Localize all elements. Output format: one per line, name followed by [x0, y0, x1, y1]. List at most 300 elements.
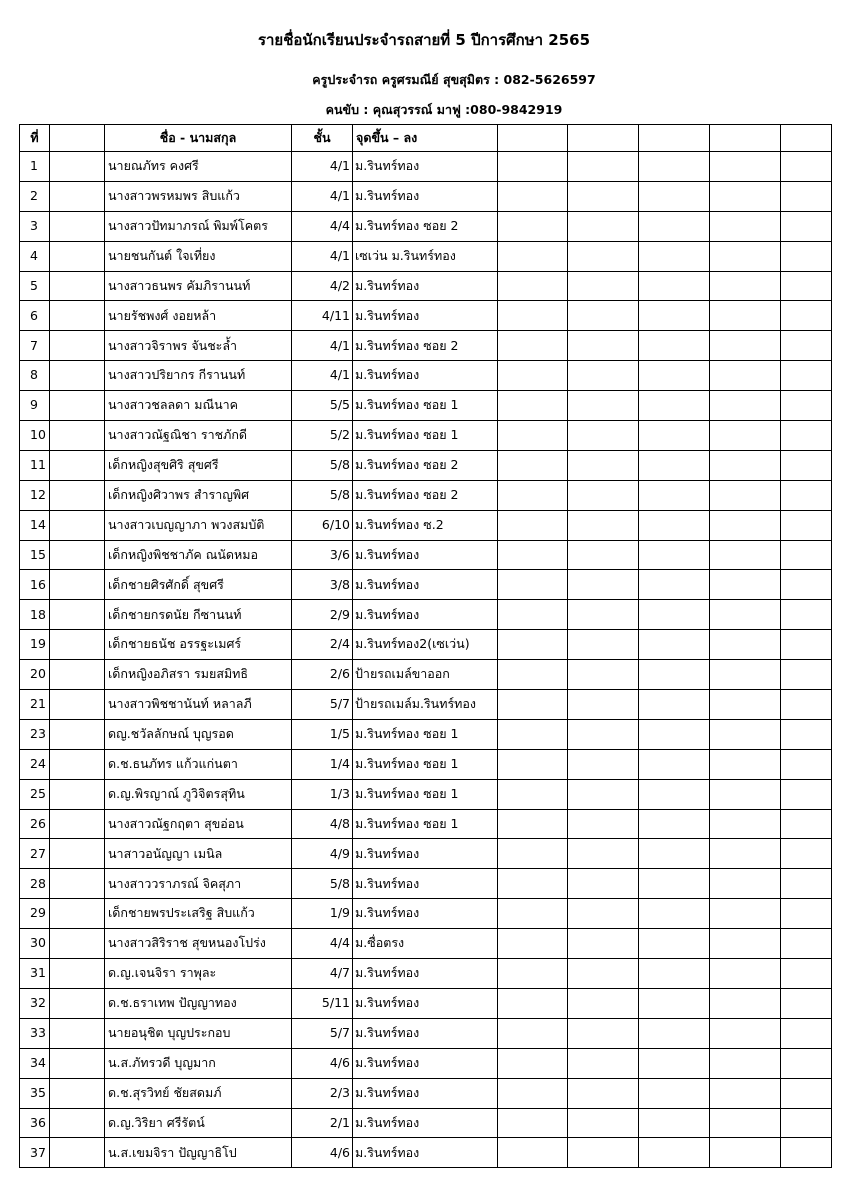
student-name: เด็กชายธนัช อรรฐะเมศร์: [105, 630, 292, 660]
blank-cell: [710, 181, 781, 211]
row-number: 27: [20, 839, 50, 869]
blank-cell: [498, 510, 568, 540]
blank-cell: [710, 690, 781, 720]
row-number: 14: [20, 510, 50, 540]
student-class: 2/9: [292, 600, 353, 630]
blank-cell: [781, 1108, 832, 1138]
blank-cell: [781, 421, 832, 451]
blank-cell: [568, 540, 639, 570]
table-row: [20, 152, 832, 182]
blank-cell: [781, 779, 832, 809]
blank-cell: [568, 271, 639, 301]
column-header-no: ที่: [20, 125, 50, 152]
table-row: [20, 480, 832, 510]
blank-cell: [568, 450, 639, 480]
blank-cell: [568, 480, 639, 510]
table-row: [20, 301, 832, 331]
student-class: 4/4: [292, 929, 353, 959]
blank-cell: [498, 719, 568, 749]
table-row: [20, 1108, 832, 1138]
student-name: นางสาวพรหมพร สิบแก้ว: [105, 181, 292, 211]
student-name: นางสาวปริยากร กีรานนท์: [105, 361, 292, 391]
blank-cell: [639, 570, 710, 600]
table-row: [20, 540, 832, 570]
student-class: 1/9: [292, 899, 353, 929]
blank-cell: [50, 211, 105, 241]
student-name: ดญ.ชวัลลักษณ์ บุญรอด: [105, 719, 292, 749]
blank-cell: [498, 152, 568, 182]
blank-cell: [50, 779, 105, 809]
blank-cell: [710, 510, 781, 540]
blank-cell: [50, 1078, 105, 1108]
blank-cell: [50, 510, 105, 540]
blank-cell: [710, 241, 781, 271]
pickup-stop: ม.รินทร์ทอง: [353, 301, 498, 331]
blank-cell: [710, 779, 781, 809]
pickup-stop: ม.รินทร์ทอง: [353, 1018, 498, 1048]
student-class: 1/4: [292, 749, 353, 779]
blank-cell: [498, 988, 568, 1018]
blank-cell: [568, 899, 639, 929]
student-class: 4/4: [292, 211, 353, 241]
blank-cell: [50, 480, 105, 510]
pickup-stop: ม.รินทร์ทอง ซอย 1: [353, 779, 498, 809]
blank-cell: [781, 809, 832, 839]
blank-cell: [498, 540, 568, 570]
pickup-stop: ม.รินทร์ทอง: [353, 1108, 498, 1138]
row-number: 26: [20, 809, 50, 839]
blank-cell: [639, 480, 710, 510]
student-class: 4/9: [292, 839, 353, 869]
blank-cell: [710, 1018, 781, 1048]
student-class: 2/4: [292, 630, 353, 660]
table-row: [20, 211, 832, 241]
blank-cell: [781, 749, 832, 779]
row-number: 9: [20, 391, 50, 421]
table-row: [20, 361, 832, 391]
blank-cell: [568, 361, 639, 391]
blank-cell: [639, 600, 710, 630]
student-name: เด็กชายพรประเสริฐ สิบแก้ว: [105, 899, 292, 929]
blank-cell: [639, 929, 710, 959]
student-class: 3/6: [292, 540, 353, 570]
row-number: 28: [20, 869, 50, 899]
pickup-stop: ม.รินทร์ทอง ซอย 1: [353, 809, 498, 839]
row-number: 6: [20, 301, 50, 331]
blank-cell: [50, 181, 105, 211]
student-class: 6/10: [292, 510, 353, 540]
blank-cell: [639, 809, 710, 839]
teacher-line: ครูประจำรถ ครูศรมณีย์ สุขสุมิตร : 082-5626597: [312, 72, 596, 87]
column-header-blank: [568, 125, 639, 152]
student-name: น.ส.ภัทรวดี บุญมาก: [105, 1048, 292, 1078]
row-number: 30: [20, 929, 50, 959]
blank-cell: [568, 749, 639, 779]
blank-cell: [639, 211, 710, 241]
blank-cell: [781, 152, 832, 182]
row-number: 5: [20, 271, 50, 301]
blank-cell: [639, 1048, 710, 1078]
blank-cell: [639, 361, 710, 391]
table-row: [20, 690, 832, 720]
blank-cell: [50, 660, 105, 690]
blank-cell: [50, 719, 105, 749]
pickup-stop: ม.รินทร์ทอง: [353, 181, 498, 211]
row-number: 12: [20, 480, 50, 510]
student-name: ด.ญ.วิริยา ศรีรัตน์: [105, 1108, 292, 1138]
blank-cell: [50, 1108, 105, 1138]
blank-cell: [498, 630, 568, 660]
blank-cell: [710, 480, 781, 510]
pickup-stop: ม.รินทร์ทอง ซอย 2: [353, 331, 498, 361]
row-number: 16: [20, 570, 50, 600]
blank-cell: [639, 301, 710, 331]
blank-cell: [781, 690, 832, 720]
student-class: 4/11: [292, 301, 353, 331]
blank-cell: [710, 1108, 781, 1138]
student-name: ด.ช.สุรวิทย์ ชัยสดมภ์: [105, 1078, 292, 1108]
table-row: [20, 959, 832, 989]
blank-cell: [498, 929, 568, 959]
pickup-stop: ม.รินทร์ทอง: [353, 1048, 498, 1078]
blank-cell: [781, 181, 832, 211]
blank-cell: [781, 719, 832, 749]
column-header-class: ชั้น: [292, 125, 353, 152]
blank-cell: [639, 421, 710, 451]
row-number: 35: [20, 1078, 50, 1108]
blank-cell: [639, 450, 710, 480]
student-class: 4/1: [292, 152, 353, 182]
blank-cell: [639, 959, 710, 989]
student-class: 1/3: [292, 779, 353, 809]
blank-cell: [568, 1138, 639, 1168]
blank-cell: [781, 540, 832, 570]
row-number: 19: [20, 630, 50, 660]
blank-cell: [781, 1138, 832, 1168]
blank-cell: [781, 510, 832, 540]
row-number: 8: [20, 361, 50, 391]
student-class: 5/7: [292, 1018, 353, 1048]
pickup-stop: ป้ายรถเมล์ม.รินทร์ทอง: [353, 690, 498, 720]
student-name: เด็กชายศิรศักดิ์ สุขศรี: [105, 570, 292, 600]
blank-cell: [50, 869, 105, 899]
student-class: 5/8: [292, 450, 353, 480]
blank-cell: [710, 540, 781, 570]
blank-cell: [498, 1078, 568, 1108]
student-name: นางสาวปัทมาภรณ์ พิมพ์โคตร: [105, 211, 292, 241]
pickup-stop: ม.รินทร์ทอง: [353, 540, 498, 570]
student-class: 4/1: [292, 241, 353, 271]
column-header-blank: [710, 125, 781, 152]
table-header-row: [20, 125, 832, 152]
blank-cell: [50, 361, 105, 391]
student-class: 2/3: [292, 1078, 353, 1108]
student-name: ด.ช.ธนภัทร แก้วแก่นตา: [105, 749, 292, 779]
table-body: [20, 152, 832, 1168]
student-class: 5/8: [292, 869, 353, 899]
pickup-stop: ม.รินทร์ทอง ซอย 1: [353, 749, 498, 779]
pickup-stop: ม.รินทร์ทอง ซ.2: [353, 510, 498, 540]
blank-cell: [639, 630, 710, 660]
pickup-stop: ม.รินทร์ทอง: [353, 839, 498, 869]
blank-cell: [710, 600, 781, 630]
blank-cell: [498, 301, 568, 331]
blank-cell: [781, 988, 832, 1018]
student-class: 5/5: [292, 391, 353, 421]
blank-cell: [50, 301, 105, 331]
student-name: นางสาววราภรณ์ จิคสุภา: [105, 869, 292, 899]
blank-cell: [498, 450, 568, 480]
pickup-stop: ม.รินทร์ทอง ซอย 1: [353, 391, 498, 421]
blank-cell: [568, 301, 639, 331]
blank-cell: [639, 869, 710, 899]
student-name: นางสาวชลลดา มณีนาค: [105, 391, 292, 421]
blank-cell: [568, 719, 639, 749]
student-name: เด็กหญิงอภิสรา รมยสมิทธิ: [105, 660, 292, 690]
blank-cell: [639, 719, 710, 749]
student-name: ด.ญ.พิรญาณ์ ภูวิจิตรสุทิน: [105, 779, 292, 809]
blank-cell: [710, 719, 781, 749]
blank-cell: [50, 241, 105, 271]
blank-cell: [498, 361, 568, 391]
pickup-stop: ม.รินทร์ทอง ซอย 2: [353, 480, 498, 510]
row-number: 33: [20, 1018, 50, 1048]
pickup-stop: ม.รินทร์ทอง: [353, 152, 498, 182]
blank-cell: [498, 1048, 568, 1078]
student-name: นางสาวณัฐกฤตา สุขอ่อน: [105, 809, 292, 839]
blank-cell: [50, 271, 105, 301]
blank-cell: [639, 749, 710, 779]
blank-cell: [498, 869, 568, 899]
blank-cell: [50, 1048, 105, 1078]
page-title: รายชื่อนักเรียนประจำรถสายที่ 5 ปีการศึกษา 2565: [257, 31, 591, 49]
pickup-stop: ม.รินทร์ทอง: [353, 271, 498, 301]
student-class: 1/5: [292, 719, 353, 749]
blank-cell: [710, 869, 781, 899]
blank-cell: [710, 421, 781, 451]
blank-cell: [781, 361, 832, 391]
student-name: นายรัชพงศ์ งอยหล้า: [105, 301, 292, 331]
column-header-name: ชื่อ - นามสกุล: [105, 125, 292, 152]
row-number: 20: [20, 660, 50, 690]
blank-cell: [498, 690, 568, 720]
blank-cell: [568, 839, 639, 869]
student-class: 5/11: [292, 988, 353, 1018]
blank-cell: [50, 959, 105, 989]
blank-cell: [498, 779, 568, 809]
row-number: 11: [20, 450, 50, 480]
blank-cell: [498, 749, 568, 779]
blank-cell: [781, 391, 832, 421]
blank-cell: [568, 869, 639, 899]
table-row: [20, 450, 832, 480]
column-header-blank: [498, 125, 568, 152]
student-name: นางสาวธนพร คัมภิรานนท์: [105, 271, 292, 301]
row-number: 23: [20, 719, 50, 749]
row-number: 25: [20, 779, 50, 809]
student-class: 4/2: [292, 271, 353, 301]
student-class: 2/6: [292, 660, 353, 690]
blank-cell: [781, 241, 832, 271]
blank-cell: [710, 271, 781, 301]
blank-cell: [498, 1018, 568, 1048]
blank-cell: [781, 450, 832, 480]
blank-cell: [710, 959, 781, 989]
blank-cell: [498, 331, 568, 361]
blank-cell: [50, 929, 105, 959]
blank-cell: [498, 271, 568, 301]
student-class: 2/1: [292, 1108, 353, 1138]
row-number: 31: [20, 959, 50, 989]
student-roster-table: [19, 124, 832, 1168]
student-class: 4/6: [292, 1138, 353, 1168]
table-row: [20, 241, 832, 271]
table-row: [20, 719, 832, 749]
blank-cell: [781, 570, 832, 600]
blank-cell: [50, 331, 105, 361]
blank-cell: [568, 600, 639, 630]
table-row: [20, 510, 832, 540]
blank-cell: [781, 331, 832, 361]
row-number: 24: [20, 749, 50, 779]
student-class: 5/7: [292, 690, 353, 720]
student-class: 4/1: [292, 361, 353, 391]
blank-cell: [498, 899, 568, 929]
blank-cell: [781, 480, 832, 510]
table-row: [20, 899, 832, 929]
blank-cell: [639, 779, 710, 809]
blank-cell: [710, 988, 781, 1018]
blank-cell: [710, 450, 781, 480]
blank-cell: [710, 331, 781, 361]
blank-cell: [710, 211, 781, 241]
blank-cell: [498, 660, 568, 690]
table-row: [20, 630, 832, 660]
blank-cell: [50, 540, 105, 570]
table-row: [20, 1078, 832, 1108]
column-header-blank: [781, 125, 832, 152]
blank-cell: [498, 241, 568, 271]
row-number: 32: [20, 988, 50, 1018]
pickup-stop: ม.รินทร์ทอง: [353, 570, 498, 600]
student-class: 3/8: [292, 570, 353, 600]
blank-cell: [50, 1138, 105, 1168]
student-name: นางสาวสิริราช สุขหนองโปร่ง: [105, 929, 292, 959]
blank-cell: [568, 630, 639, 660]
student-name: น.ส.เขมจิรา ปัญญาธิโป: [105, 1138, 292, 1168]
blank-cell: [639, 690, 710, 720]
blank-cell: [50, 600, 105, 630]
pickup-stop: ม.รินทร์ทอง: [353, 1138, 498, 1168]
blank-cell: [50, 809, 105, 839]
blank-cell: [568, 570, 639, 600]
table-row: [20, 1048, 832, 1078]
blank-cell: [568, 929, 639, 959]
pickup-stop: ม.รินทร์ทอง: [353, 899, 498, 929]
row-number: 29: [20, 899, 50, 929]
table-row: [20, 421, 832, 451]
row-number: 2: [20, 181, 50, 211]
table-row: [20, 839, 832, 869]
table-row: [20, 1018, 832, 1048]
blank-cell: [710, 1078, 781, 1108]
blank-cell: [639, 152, 710, 182]
blank-cell: [498, 181, 568, 211]
student-name: นางสาวณัฐณิชา ราชภักดี: [105, 421, 292, 451]
pickup-stop: ป้ายรถเมล์ขาออก: [353, 660, 498, 690]
student-class: 5/8: [292, 480, 353, 510]
table-row: [20, 779, 832, 809]
column-header-blank: [50, 125, 105, 152]
blank-cell: [50, 690, 105, 720]
blank-cell: [710, 899, 781, 929]
blank-cell: [639, 1078, 710, 1108]
blank-cell: [498, 570, 568, 600]
blank-cell: [568, 421, 639, 451]
blank-cell: [50, 899, 105, 929]
blank-cell: [710, 929, 781, 959]
table-row: [20, 271, 832, 301]
blank-cell: [710, 391, 781, 421]
student-name: เด็กหญิงศิวาพร สำราญพิศ: [105, 480, 292, 510]
blank-cell: [639, 391, 710, 421]
blank-cell: [498, 1108, 568, 1138]
student-class: 5/2: [292, 421, 353, 451]
pickup-stop: ม.รินทร์ทอง2(เซเว่น): [353, 630, 498, 660]
blank-cell: [781, 839, 832, 869]
pickup-stop: ม.รินทร์ทอง: [353, 1078, 498, 1108]
pickup-stop: ม.รินทร์ทอง: [353, 869, 498, 899]
blank-cell: [50, 630, 105, 660]
row-number: 7: [20, 331, 50, 361]
blank-cell: [568, 690, 639, 720]
student-name: เด็กชายกรดนัย กีซานนท์: [105, 600, 292, 630]
pickup-stop: ม.รินทร์ทอง: [353, 600, 498, 630]
row-number: 34: [20, 1048, 50, 1078]
blank-cell: [639, 331, 710, 361]
blank-cell: [568, 241, 639, 271]
blank-cell: [710, 809, 781, 839]
blank-cell: [568, 779, 639, 809]
table-row: [20, 391, 832, 421]
blank-cell: [50, 1018, 105, 1048]
blank-cell: [639, 660, 710, 690]
blank-cell: [498, 391, 568, 421]
blank-cell: [639, 1018, 710, 1048]
blank-cell: [568, 391, 639, 421]
pickup-stop: เซเว่น ม.รินทร์ทอง: [353, 241, 498, 271]
blank-cell: [568, 181, 639, 211]
blank-cell: [639, 1108, 710, 1138]
blank-cell: [781, 1078, 832, 1108]
student-name: นางสาวพิชชานันท์ หลาลภี: [105, 690, 292, 720]
row-number: 15: [20, 540, 50, 570]
blank-cell: [639, 181, 710, 211]
pickup-stop: ม.รินทร์ทอง: [353, 959, 498, 989]
blank-cell: [639, 899, 710, 929]
table-row: [20, 181, 832, 211]
blank-cell: [50, 570, 105, 600]
blank-cell: [498, 809, 568, 839]
student-class: 4/7: [292, 959, 353, 989]
pickup-stop: ม.รินทร์ทอง: [353, 988, 498, 1018]
blank-cell: [710, 660, 781, 690]
blank-cell: [568, 510, 639, 540]
blank-cell: [50, 749, 105, 779]
blank-cell: [639, 839, 710, 869]
blank-cell: [781, 1048, 832, 1078]
table-row: [20, 988, 832, 1018]
